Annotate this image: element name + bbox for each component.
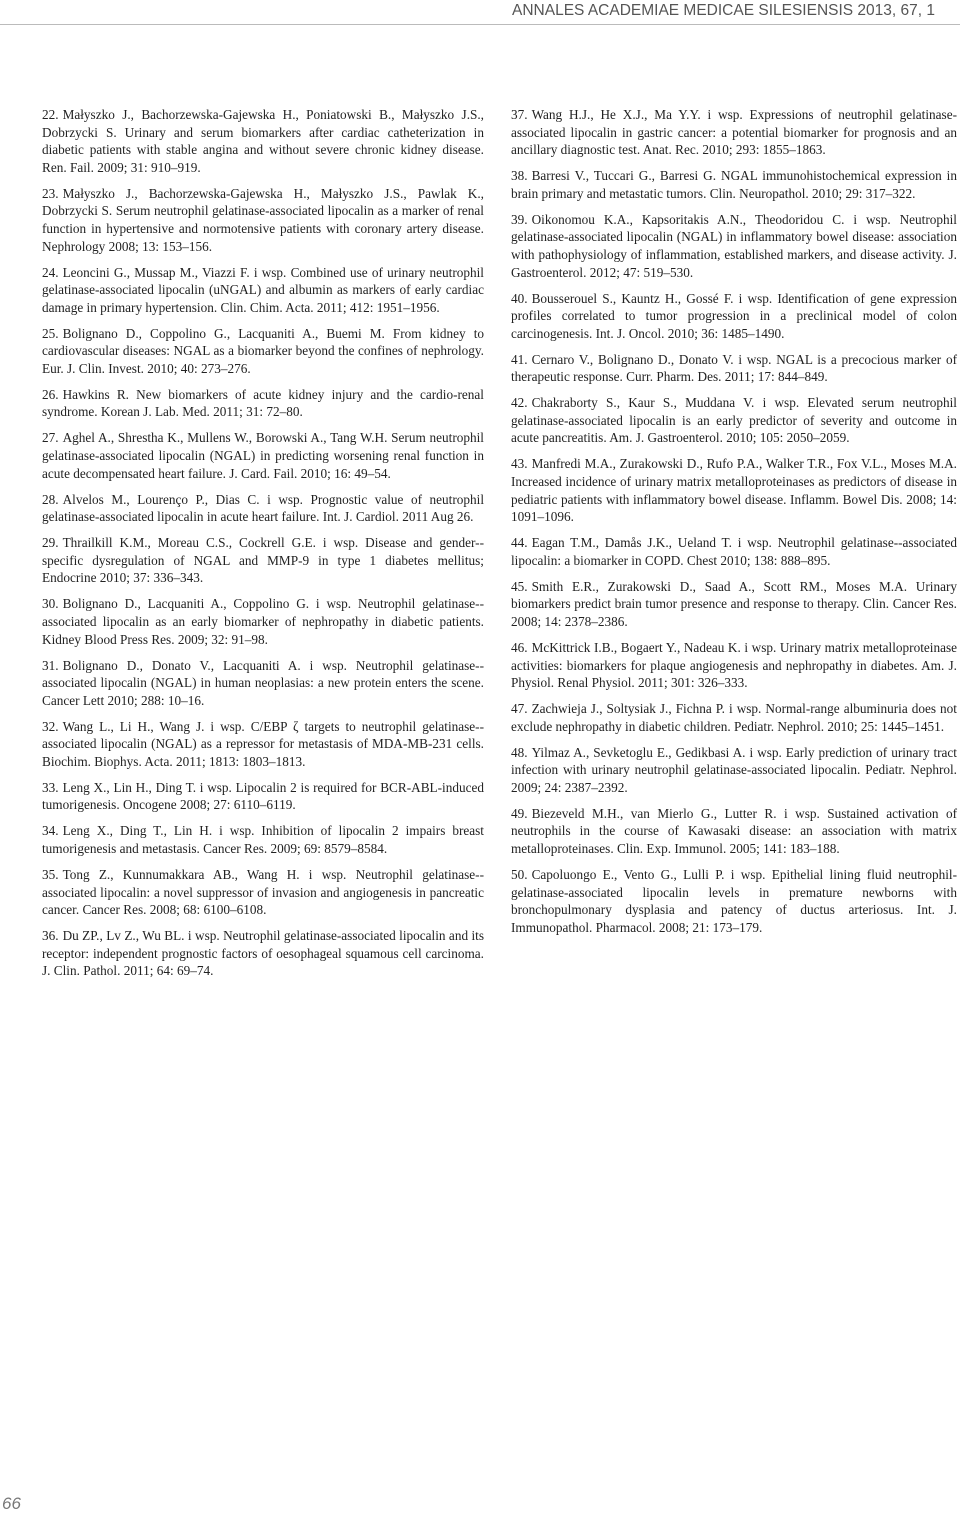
reference-text: Hawkins R. New biomarkers of acute kidney injury and the cardio-renal syndrome. Korean J. Lab. Med. 2011; 31: 72–80. — [42, 386, 484, 420]
reference-number: 40. — [511, 290, 528, 306]
reference-item — [42, 386, 484, 421]
reference-item — [42, 927, 484, 980]
reference-text: Zachwieja J., Soltysiak J., Fichna P. i wsp. Normal-range albuminuria does not exclude nephropathy in diabetic children. Pediatr. Nephrol. 2010; 25: 1445–1451. — [511, 701, 957, 734]
reference-text: Barresi V., Tuccari G., Barresi G. NGAL immunohistochemical expression in brain primary and metastatic tumors. Clin. Neuropathol. 2010; 29: 317–322. — [511, 168, 957, 201]
reference-number: 37. — [511, 107, 528, 122]
reference-item — [511, 351, 957, 386]
reference-number: 48. — [511, 744, 528, 760]
reference-item — [42, 429, 484, 482]
reference-item — [42, 866, 484, 919]
reference-number: 38. — [511, 168, 528, 184]
reference-item — [42, 264, 484, 317]
reference-number: 30. — [42, 596, 59, 612]
reference-text: Eagan T.M., Damås J.K., Ueland T. i wsp. Neutrophil gelatinase--associated lipocalin: a biomarker in COPD. Chest 2010; 138: 888–895. — [511, 535, 957, 568]
reference-item — [42, 822, 484, 857]
reference-number: 33. — [42, 779, 59, 795]
reference-number: 31. — [42, 657, 59, 673]
reference-text: Leoncini G., Mussap M., Viazzi F. i wsp. Combined use of urinary neutrophil gelatinase-associated lipocalin (uNGAL) and albumin as markers of early cardiac damage in primary hypertension. Clin. Chim. Acta. 2011; 412: 1951–1956. — [42, 264, 484, 315]
reference-text: Yilmaz A., Sevketoglu E., Gedikbasi A. i wsp. Early prediction of urinary tract infection with urinary neutrophil gelatinase-associated lipocalin. Pediatr. Nephrol. 2009; 24: 2387–2392. — [511, 744, 957, 795]
reference-item — [42, 106, 484, 176]
reference-item — [511, 394, 957, 447]
references-right-column — [511, 106, 957, 945]
reference-text: Bolignano D., Coppolino G., Lacquaniti A., Buemi M. From kidney to cardiovascular diseases: NGAL as a biomarker beyond the confines of nephrology. Eur. J. Clin. Invest. 2010; 40: 273–276. — [42, 325, 484, 376]
reference-item — [42, 779, 484, 814]
reference-item — [511, 211, 957, 281]
reference-item — [42, 718, 484, 771]
reference-item — [511, 290, 957, 343]
page-number: 66 — [2, 1494, 21, 1513]
reference-number: 32. — [42, 718, 59, 734]
reference-item — [42, 325, 484, 378]
reference-number: 49. — [511, 805, 528, 821]
reference-text: Du ZP., Lv Z., Wu BL. i wsp. Neutrophil gelatinase-associated lipocalin and its receptor: independent prognostic factors of oesophageal squamous cell carcinoma. J. Clin. Pathol. 2011; 64: 69–74. — [42, 928, 484, 979]
reference-item — [42, 491, 484, 526]
reference-number: 29. — [42, 535, 59, 551]
reference-number: 42. — [511, 395, 528, 411]
reference-text: Wang L., Li H., Wang J. i wsp. C/EBP ζ targets to neutrophil gelatinase--associated lipocalin (NGAL) as a repressor for metastasis of MDA-MB-231 cells. Biochim. Biophys. Acta. 2011; 1813: 1803–1813. — [42, 718, 484, 769]
reference-number: 23. — [42, 185, 59, 201]
reference-number: 44. — [511, 535, 528, 551]
reference-item — [511, 106, 957, 159]
reference-number: 36. — [42, 928, 59, 944]
reference-text: Thrailkill K.M., Moreau C.S., Cockrell G.E. i wsp. Disease and gender--specific dysregulation of NGAL and MMP-9 in type 1 diabetes mellitus; Endocrine 2010; 37: 336–343. — [42, 535, 484, 586]
reference-number: 45. — [511, 578, 528, 594]
reference-number: 26. — [42, 386, 59, 402]
reference-number: 41. — [511, 351, 528, 367]
reference-number: 46. — [511, 639, 528, 655]
reference-number: 50. — [511, 867, 528, 883]
reference-number: 28. — [42, 491, 59, 507]
reference-text: Leng X., Lin H., Ding T. i wsp. Lipocalin 2 is required for BCR-ABL-induced tumorigenesis. Oncogene 2008; 27: 6110–6119. — [42, 779, 484, 813]
reference-item — [511, 700, 957, 735]
reference-text: Bolignano D., Lacquaniti A., Coppolino G. i wsp. Neutrophil gelatinase--associated lipocalin as an early biomarker of nephropathy in diabetic patients. Kidney Blood Press Res. 2009; 32: 91–98. — [42, 596, 484, 647]
reference-number: 22. — [42, 107, 59, 122]
reference-item — [42, 534, 484, 587]
reference-number: 47. — [511, 701, 528, 717]
reference-item — [511, 455, 957, 525]
header-rule — [0, 24, 960, 25]
reference-text: Leng X., Ding T., Lin H. i wsp. Inhibition of lipocalin 2 impairs breast tumorigenesis and metastasis. Cancer Res. 2009; 69: 8579–8584. — [42, 823, 484, 857]
reference-text: Alvelos M., Lourenço P., Dias C. i wsp. Prognostic value of neutrophil gelatinase-associated lipocalin in acute heart failure. Int. J. Cardiol. 2011 Aug 26. — [42, 491, 484, 525]
reference-text: Tong Z., Kunnumakkara AB., Wang H. i wsp. Neutrophil gelatinase--associated lipocalin: a novel suppressor of invasion and angiogenesis in pancreatic cancer. Cancer Res. 2008; 68: 6100–6108. — [42, 867, 484, 918]
reference-number: 43. — [511, 456, 528, 472]
reference-number: 25. — [42, 325, 59, 341]
reference-item — [511, 744, 957, 797]
reference-item — [511, 167, 957, 202]
reference-text: Cernaro V., Bolignano D., Donato V. i wsp. NGAL is a precocious marker of therapeutic response. Curr. Pharm. Des. 2011; 17: 844–849. — [511, 351, 957, 385]
reference-text: Bousserouel S., Kauntz H., Gossé F. i wsp. Identification of gene expression profiles correlated to tumor progression in a preclinical model of colon carcinogenesis. Int. J. Oncol. 2010; 36: 1485–1490. — [511, 290, 957, 341]
reference-text: Manfredi M.A., Zurakowski D., Rufo P.A., Walker T.R., Fox V.L., Moses M.A. Increased incidence of urinary matrix metalloproteinases as predictors of disease in pediatric patients with inflammatory bowel disease. Inflamm. Bowel Dis. 2008; 14: 1091–1096. — [511, 456, 957, 525]
reference-number: 27. — [42, 430, 59, 446]
reference-text: Smith E.R., Zurakowski D., Saad A., Scott RM., Moses M.A. Urinary biomarkers predict brain tumor presence and response to therapy. Clin. Cancer Res. 2008; 14: 2378–2386. — [511, 578, 957, 629]
reference-text: Chakraborty S., Kaur S., Muddana V. i wsp. Elevated serum neutrophil gelatinase-associated lipocalin is an early predictor of severity and outcome in acute pancreatitis. Am. J. Gastroenterol. 2010; 105: 2050–2059. — [511, 395, 957, 446]
reference-item — [511, 639, 957, 692]
reference-text: Wang H.J., He X.J., Ma Y.Y. i wsp. Expressions of neutrophil gelatinase-associated lipocalin in gastric cancer: a potential biomarker for prognosis and an ancillary diagnostic test. Anat. Rec. 2010; 293: 1855–1863. — [511, 107, 957, 158]
reference-text: Aghel A., Shrestha K., Mullens W., Borowski A., Tang W.H. Serum neutrophil gelatinase-associated lipocalin (NGAL) in predicting worsening renal function in acute decompensated heart failure. J. Card. Fail. 2010; 16: 49–54. — [42, 430, 484, 481]
reference-item — [511, 534, 957, 569]
reference-text: Małyszko J., Bachorzewska-Gajewska H., Poniatowski B., Małyszko J.S., Dobrzycki S. Urinary and serum biomarkers after cardiac catheterization in diabetic patients with stable angina and without severe chronic kidney disease. Ren. Fail. 2009; 31: 910–919. — [42, 107, 484, 175]
reference-number: 39. — [511, 211, 528, 227]
running-header: ANNALES ACADEMIAE MEDICAE SILESIENSIS 2013, 67, 1 — [512, 2, 935, 19]
reference-text: Capoluongo E., Vento G., Lulli P. i wsp. Epithelial lining fluid neutrophil-gelatinase-associated lipocalin levels in premature newborns with bronchopulmonary dysplasia and patency of ductus arteriosus. Int. J. Immunopathol. Pharmacol. 2008; 21: 173–179. — [511, 867, 957, 935]
reference-number: 34. — [42, 823, 59, 839]
references-left-column — [42, 106, 484, 988]
reference-item — [42, 595, 484, 648]
reference-number: 35. — [42, 867, 59, 883]
reference-number: 24. — [42, 264, 59, 280]
reference-item — [42, 657, 484, 710]
reference-text: Biezeveld M.H., van Mierlo G., Lutter R. i wsp. Sustained activation of neutrophils in the course of Kawasaki disease: an association with matrix metalloproteinases. Clin. Exp. Immunol. 2005; 141: 183–188. — [511, 805, 957, 857]
reference-item — [42, 185, 484, 255]
reference-item — [511, 866, 957, 936]
reference-text: McKittrick I.B., Bogaert Y., Nadeau K. i wsp. Urinary matrix metalloproteinase activities: biomarkers for plaque angiogenesis and nephropathy in diabetes. Am. J. Physiol. Renal Physiol. 2011; 301: 326–333. — [511, 639, 957, 691]
reference-item — [511, 578, 957, 631]
reference-text: Bolignano D., Donato V., Lacquaniti A. i wsp. Neutrophil gelatinase--associated lipocalin (NGAL) in human neoplasias: a new protein enters the scene. Cancer Lett 2010; 288: 10–16. — [42, 657, 484, 708]
reference-item — [511, 805, 957, 858]
reference-text: Oikonomou K.A., Kapsoritakis A.N., Theodoridou C. i wsp. Neutrophil gelatinase-associated lipocalin (NGAL) in inflammatory bowel disease: association with pathophysiology of inflammation, established markers, and disease activity. J. Gastroenterol. 2012; 47: 519–530. — [511, 211, 957, 280]
reference-text: Małyszko J., Bachorzewska-Gajewska H., Małyszko J.S., Pawlak K., Dobrzycki S. Serum neutrophil gelatinase-associated lipocalin as a marker of renal function in hypertensive and normotensive patients with coronary artery disease. Nephrology 2008; 13: 153–156. — [42, 185, 484, 254]
